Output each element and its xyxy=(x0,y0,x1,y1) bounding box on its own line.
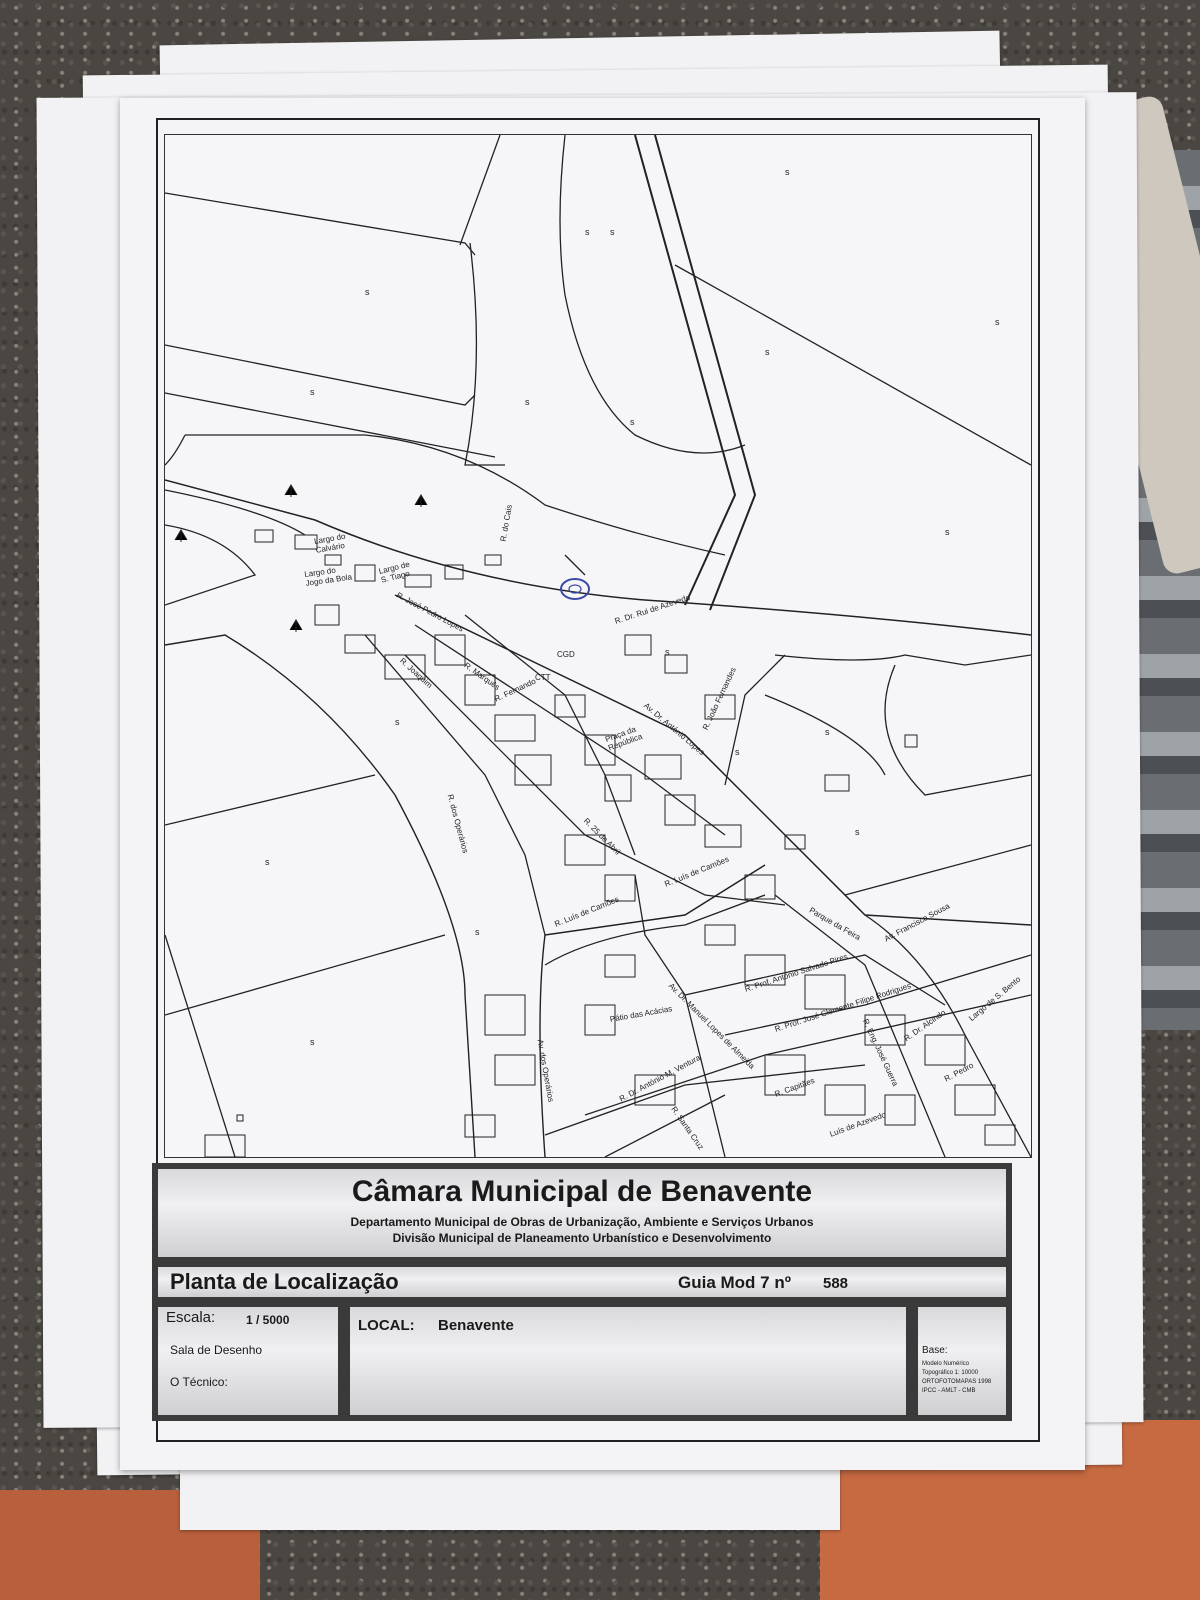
building xyxy=(825,775,849,791)
field-boundary xyxy=(165,935,235,1157)
svg-text:s: s xyxy=(610,227,615,237)
building xyxy=(955,1085,995,1115)
building xyxy=(495,1055,535,1085)
building xyxy=(485,555,501,565)
label-r-25-abril: R. 25 de Abril xyxy=(581,816,623,857)
building xyxy=(325,555,341,565)
field-boundary xyxy=(885,665,1031,795)
local-box xyxy=(344,1301,912,1421)
building xyxy=(315,605,339,625)
field-boundary xyxy=(165,775,375,825)
label-r-dr-alcindo: R. Dr. Alcindo xyxy=(902,1008,948,1044)
street xyxy=(845,845,1031,895)
building xyxy=(435,635,465,665)
field-boundary xyxy=(460,135,500,245)
label-r-capitaes: R. Capitães xyxy=(773,1075,816,1099)
label-r-joaquim: R. Joaquim xyxy=(397,656,435,690)
building xyxy=(745,875,775,899)
label-av-manuel-lopes-almeida: Av. Dr. Manuel Lopes de Almeida xyxy=(666,981,757,1071)
street xyxy=(565,555,585,575)
label-r-fernando: R. Fernando xyxy=(493,676,538,704)
label-r-antonio-ventura: R. Dr. António M. Ventura xyxy=(617,1053,702,1104)
label-r-luis-camoes-1: R. Luís de Camões xyxy=(663,854,731,889)
vegetation-symbol xyxy=(290,620,302,632)
svg-text:s: s xyxy=(265,857,270,867)
plan-title-box xyxy=(152,1261,1012,1303)
svg-text:s: s xyxy=(310,1037,315,1047)
building xyxy=(925,1035,965,1065)
field-boundary xyxy=(165,393,495,457)
label-r-eng-jose-guerra: R. Eng. José Guerra xyxy=(860,1017,900,1088)
label-largo-calvario: Largo do Calvário xyxy=(313,531,347,555)
svg-text:s: s xyxy=(825,727,830,737)
scale-value: 1 / 5000 xyxy=(246,1313,290,1327)
title-block xyxy=(152,1163,1012,1428)
building xyxy=(605,775,631,801)
svg-text:s: s xyxy=(585,227,590,237)
field-boundary xyxy=(165,345,475,405)
base-line: IPCC - AMLT - CMB xyxy=(922,1388,976,1394)
vegetation-symbol xyxy=(175,530,187,542)
label-ctt: CTT xyxy=(535,673,551,682)
street xyxy=(605,1095,725,1157)
svg-text:s: s xyxy=(475,927,480,937)
svg-text:s: s xyxy=(665,647,670,657)
base-line: ORTOFOTOMAPAS 1998 xyxy=(922,1379,992,1385)
building xyxy=(345,635,375,653)
scale-box xyxy=(152,1301,344,1421)
label-r-dr-rui-azevedo: R. Dr. Rui de Azevedo xyxy=(613,592,692,626)
field-boundary xyxy=(165,193,475,255)
label-r-joao-fernandes: R. João Fernandes xyxy=(700,665,738,732)
department-name: Departamento Municipal de Obras de Urbanização, Ambiente e Serviços Urbanos xyxy=(350,1215,814,1229)
building xyxy=(237,1115,243,1121)
svg-text:s: s xyxy=(525,397,530,407)
svg-text:s: s xyxy=(945,527,950,537)
title-header-box xyxy=(152,1163,1012,1263)
guide-label: Guia Mod 7 nº xyxy=(678,1273,791,1292)
field-boundary xyxy=(775,655,1031,665)
org-name: Câmara Municipal de Benavente xyxy=(351,1175,813,1208)
guide-number: 588 xyxy=(823,1275,849,1292)
field-boundary xyxy=(165,435,185,465)
room-label: Sala de Desenho xyxy=(170,1343,263,1357)
building xyxy=(705,825,741,847)
label-r-pedro: R. Pedro xyxy=(942,1060,975,1084)
building xyxy=(665,655,687,673)
plan-title: Planta de Localização xyxy=(170,1269,399,1294)
label-r-marques: R. Marquês xyxy=(462,660,502,692)
street-map-lines xyxy=(165,135,1031,1157)
building xyxy=(605,955,635,977)
local-label: LOCAL: xyxy=(358,1317,415,1334)
street xyxy=(405,655,785,905)
building xyxy=(905,735,917,747)
main-road-north xyxy=(165,480,1031,635)
label-praca-republica: Praça da República xyxy=(603,724,644,753)
svg-text:s: s xyxy=(395,717,400,727)
vegetation-symbol xyxy=(285,485,297,497)
base-box xyxy=(912,1301,1012,1421)
local-value: Benavente xyxy=(438,1317,514,1334)
base-line: Modelo Numérico xyxy=(922,1361,970,1367)
label-largo-jogo-bola: Largo do Jogo da Bola xyxy=(303,565,353,588)
svg-text:s: s xyxy=(630,417,635,427)
building xyxy=(985,1125,1015,1145)
scale-label: Escala: xyxy=(166,1309,216,1326)
technician-label: O Técnico: xyxy=(170,1375,228,1389)
marked-location xyxy=(561,579,589,599)
label-r-prof-antonio-salvado: R. Prof. António Salvado Pires xyxy=(743,951,849,994)
svg-text:s: s xyxy=(765,347,770,357)
building xyxy=(255,530,273,542)
label-cgd: CGD xyxy=(557,650,575,659)
road-west xyxy=(165,635,475,1157)
label-largo-s-tiago: Largo de S. Tiago xyxy=(377,559,411,585)
building xyxy=(825,1085,865,1115)
vegetation-symbol xyxy=(415,495,427,507)
main-road xyxy=(655,135,755,610)
field-boundary xyxy=(560,135,745,453)
svg-text:s: s xyxy=(365,287,370,297)
location-plan-sheet xyxy=(120,98,1085,1470)
base-label: Base: xyxy=(922,1345,948,1356)
label-av-operarios: Av. dos Operários xyxy=(535,1038,556,1103)
building xyxy=(485,995,525,1035)
building xyxy=(355,565,375,581)
street-map xyxy=(164,134,1032,1158)
svg-text:s: s xyxy=(995,317,1000,327)
svg-text:s: s xyxy=(310,387,315,397)
label-r-jose-pedro-lopes: R. José Pedro Lopes xyxy=(394,590,466,634)
label-r-prof-jose-clemente: R. Prof. José Clemente Filipe Rodrigues xyxy=(773,981,913,1034)
label-r-luis-camoes-2: R. Luís de Camões xyxy=(553,894,621,929)
division-name: Divisão Municipal de Planeamento Urbanístico e Desenvolvimento xyxy=(392,1231,772,1245)
field-boundary xyxy=(465,243,505,465)
svg-text:s: s xyxy=(785,167,790,177)
building xyxy=(465,1115,495,1137)
field-boundary xyxy=(185,435,725,555)
building xyxy=(625,635,651,655)
base-line: Topográfico 1: 10000 xyxy=(922,1370,979,1376)
building xyxy=(705,925,735,945)
label-r-francisco: Av. Francisco Sousa xyxy=(882,901,952,944)
field-boundary xyxy=(675,265,1031,465)
label-largo-sao: Largo de S. Bento xyxy=(967,974,1023,1023)
label-r-luis-azevedo: Luís de Azevedo xyxy=(828,1110,888,1139)
svg-text:s: s xyxy=(855,827,860,837)
building xyxy=(885,1095,915,1125)
label-r-dr-antonio-lopes: Av. Dr. António Lopes xyxy=(642,701,707,757)
field-boundary xyxy=(165,935,445,1015)
svg-text:s: s xyxy=(735,747,740,757)
label-parque-feira: Parque da Feira xyxy=(807,905,862,943)
street xyxy=(395,592,1031,925)
building xyxy=(205,1135,245,1157)
street xyxy=(865,915,1031,1157)
label-r-santa-cruz: R. Santa Cruz xyxy=(669,1104,706,1152)
label-patio-acacias: Pátio das Acácias xyxy=(609,1004,673,1024)
label-r-cais: R. do Cais xyxy=(498,503,514,543)
building xyxy=(495,715,535,741)
label-r-dos-operarios: R. dos Operários xyxy=(445,793,470,855)
building xyxy=(665,795,695,825)
building xyxy=(645,755,681,779)
